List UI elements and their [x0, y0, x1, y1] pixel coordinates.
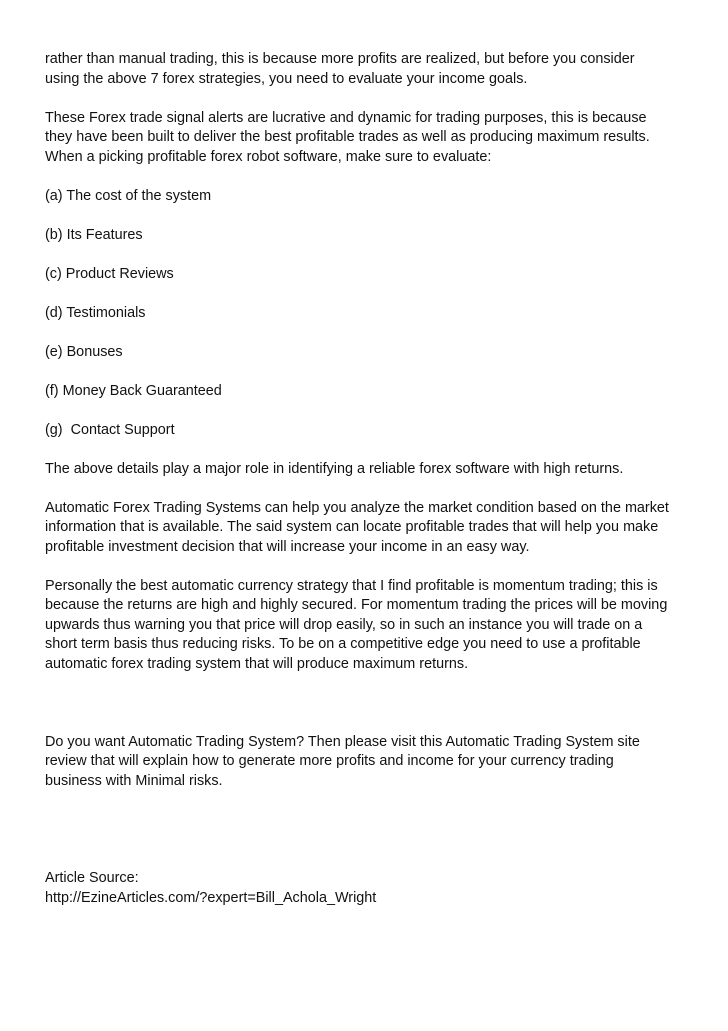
- document-page: [45, 50, 710, 908]
- momentum-line: automatic forex trading system that will produce maximum returns.: [45, 655, 469, 672]
- call-to-action-paragraph: [45, 733, 710, 792]
- checklist-item: (c) Product Reviews: [45, 265, 174, 282]
- automatic-line: information that is available. The said system can locate profitable trades that will help you make: [45, 519, 659, 535]
- momentum-line: short term basis thus reducing risks. To be on a competitive edge you need to use a profitable: [45, 636, 641, 652]
- checklist-item: (d) Testimonials: [45, 304, 146, 321]
- checklist-item: (b) Its Features: [45, 226, 143, 243]
- momentum-line: because the returns are high and highly secured. For momentum trading the prices will be moving: [45, 597, 668, 613]
- intro-paragraph: [45, 50, 710, 89]
- intro-line: using the above 7 forex strategies, you need to evaluate your income goals.: [45, 70, 528, 87]
- checklist-item: (a) The cost of the system: [45, 187, 212, 204]
- signal-line: they have been built to deliver the best profitable trades as well as producing maximum results.: [45, 129, 650, 145]
- checklist-item: (f) Money Back Guaranteed: [45, 382, 222, 399]
- cta-line: review that will explain how to generate more profits and income for your currency trading: [45, 753, 614, 769]
- intro-line: rather than manual trading, this is because more profits are realized, but before you consider: [45, 51, 635, 67]
- automatic-line: profitable investment decision that will increase your income in an easy way.: [45, 538, 530, 555]
- article-source-label: Article Source:: [45, 870, 139, 886]
- momentum-line: Personally the best automatic currency strategy that I find profitable is momentum trading; this is: [45, 577, 658, 594]
- cta-line: business with Minimal risks.: [45, 772, 223, 789]
- automatic-systems-paragraph: [45, 499, 710, 558]
- signal-alerts-paragraph: [45, 109, 710, 168]
- momentum-line: upwards thus warning you that price will drop easily, so in such an instance you will trade on a: [45, 616, 643, 633]
- above-details-paragraph: The above details play a major role in identifying a reliable forex software with high returns.: [45, 460, 624, 477]
- article-source-block: [45, 869, 710, 908]
- signal-line: When a picking profitable forex robot software, make sure to evaluate:: [45, 148, 492, 165]
- article-source-link[interactable]: http://EzineArticles.com/?expert=Bill_Achola_Wright: [45, 889, 377, 906]
- checklist-item: (g) Contact Support: [45, 421, 175, 438]
- momentum-paragraph: [45, 577, 710, 675]
- signal-line: These Forex trade signal alerts are lucrative and dynamic for trading purposes, this is because: [45, 109, 647, 126]
- cta-line: Do you want Automatic Trading System? Then please visit this Automatic Trading System site: [45, 733, 640, 750]
- checklist-item: (e) Bonuses: [45, 343, 123, 360]
- automatic-line: Automatic Forex Trading Systems can help you analyze the market condition based on the market: [45, 499, 669, 516]
